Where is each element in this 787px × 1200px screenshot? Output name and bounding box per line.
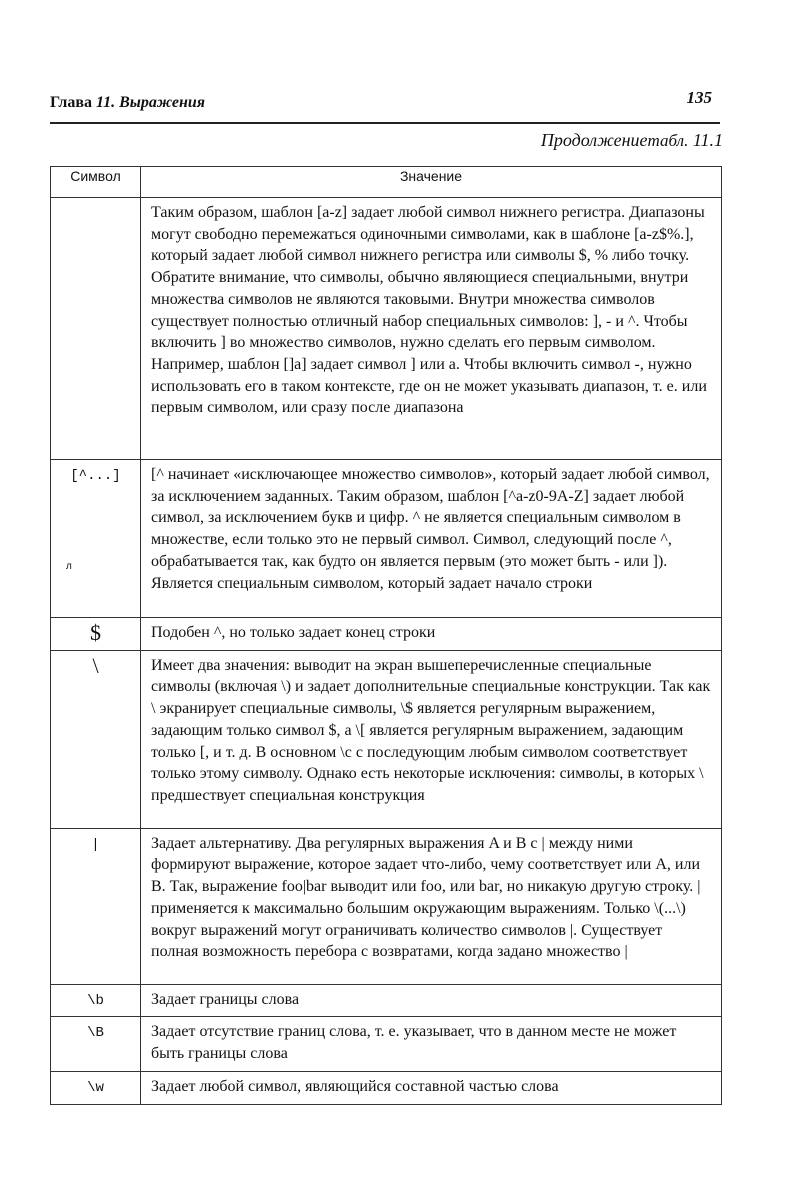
symbol-cell: $ xyxy=(51,618,141,651)
continuation-table-number: 11.1 xyxy=(692,130,723,150)
symbol-extra-mark: л xyxy=(66,562,73,573)
table-row xyxy=(51,460,722,618)
column-header-meaning: Значение xyxy=(141,167,722,198)
symbol-cell: \b xyxy=(51,984,141,1017)
chapter-label: Глава xyxy=(50,94,92,111)
page-number: 135 xyxy=(686,88,712,107)
continuation-word: Продолжение xyxy=(540,130,648,150)
symbol-cell: \w xyxy=(51,1071,141,1104)
table-row xyxy=(51,1071,722,1104)
column-header-symbol: Символ xyxy=(51,167,141,198)
symbol-text: [^...] xyxy=(70,468,121,484)
symbol-cell xyxy=(51,198,141,460)
meaning-cell: Имеет два значения: выводит на экран вышеперечисленные специальные символы (включая \) и задает дополнительные специальные конструкции. Так как \ экранирует специальные символы, \$ является регулярным выражением, задающим только символ $, а \[ является регулярным выражением, задающим только [, и т. д. В основном \c с последующим любым символом соответствует только этому символу. Однако есть некоторые исключения: символы, в которых \ предшествует специальная конструкция xyxy=(141,650,722,828)
continuation-table-ref: табл. xyxy=(647,131,689,150)
symbol-cell: \ xyxy=(51,650,141,828)
table-row xyxy=(51,198,722,460)
table-row xyxy=(51,984,722,1017)
meaning-cell: Подобен ^, но только задает конец строки xyxy=(141,618,722,651)
symbols-table xyxy=(50,166,722,1105)
chapter-number: 11. xyxy=(96,94,116,111)
symbol-cell xyxy=(51,460,141,618)
table-row xyxy=(51,1017,722,1071)
table-row xyxy=(51,828,722,984)
table-header-row xyxy=(51,167,722,198)
meaning-cell: [^ начинает «исключающее множество символов», который задает любой символ, за исключением заданных. Таким образом, шаблон [^a-z0-9A-Z] задает любой символ, за исключением букв и цифр. ^ не является специальным символом в множестве, если только это не первый символ. Символ, следующий после ^, обрабатывается так, как будто он является первым (это может быть - или ]). Является специальным символом, который задает начало строки xyxy=(141,460,722,618)
meaning-cell: Задает любой символ, являющийся составной частью слова xyxy=(141,1071,722,1104)
symbol-cell: \B xyxy=(51,1017,141,1071)
meaning-cell: Задает границы слова xyxy=(141,984,722,1017)
meaning-cell: Задает отсутствие границ слова, т. е. указывает, что в данном месте не может быть границы слова xyxy=(141,1017,722,1071)
meaning-cell: Задает альтернативу. Два регулярных выражения A и B с | между ними формируют выражение, которое задает что-либо, чему соответствует или A, или B. Так, выражение foo|bar выводит или foo, или bar, но никакую другую строку. | применяется к максимально большим окружающим выражениям. Только \(...\) вокруг выражений могут ограничивать количество символов |. Существует полная возможность перебора с возвратами, когда задано множество | xyxy=(141,828,722,984)
page-header xyxy=(50,88,720,124)
table-row xyxy=(51,650,722,828)
meaning-cell: Таким образом, шаблон [a-z] задает любой символ нижнего регистра. Диапазоны могут свободно перемежаться одиночными символами, как в шаблоне [a-z$%.], который задает любой символ нижнего регистра или символы $, % либо точку. Обратите внимание, что символы, обычно являющиеся специальными, внутри множества символов не являются таковыми. Внутри множества символов существует полностью отличный набор специальных символов: ], - и ^. Чтобы включить ] во множество символов, нужно сделать его первым символом. Например, шаблон []a] задает символ ] или a. Чтобы включить символ -, нужно использовать его в таком контексте, где он не может указывать диапазон, т. е. или первым символом, или сразу после диапазона xyxy=(141,198,722,460)
chapter-heading xyxy=(50,94,205,112)
table-continuation-caption xyxy=(541,130,723,151)
symbol-cell: | xyxy=(51,828,141,984)
table-row xyxy=(51,618,722,651)
chapter-title: Выражения xyxy=(119,94,206,111)
